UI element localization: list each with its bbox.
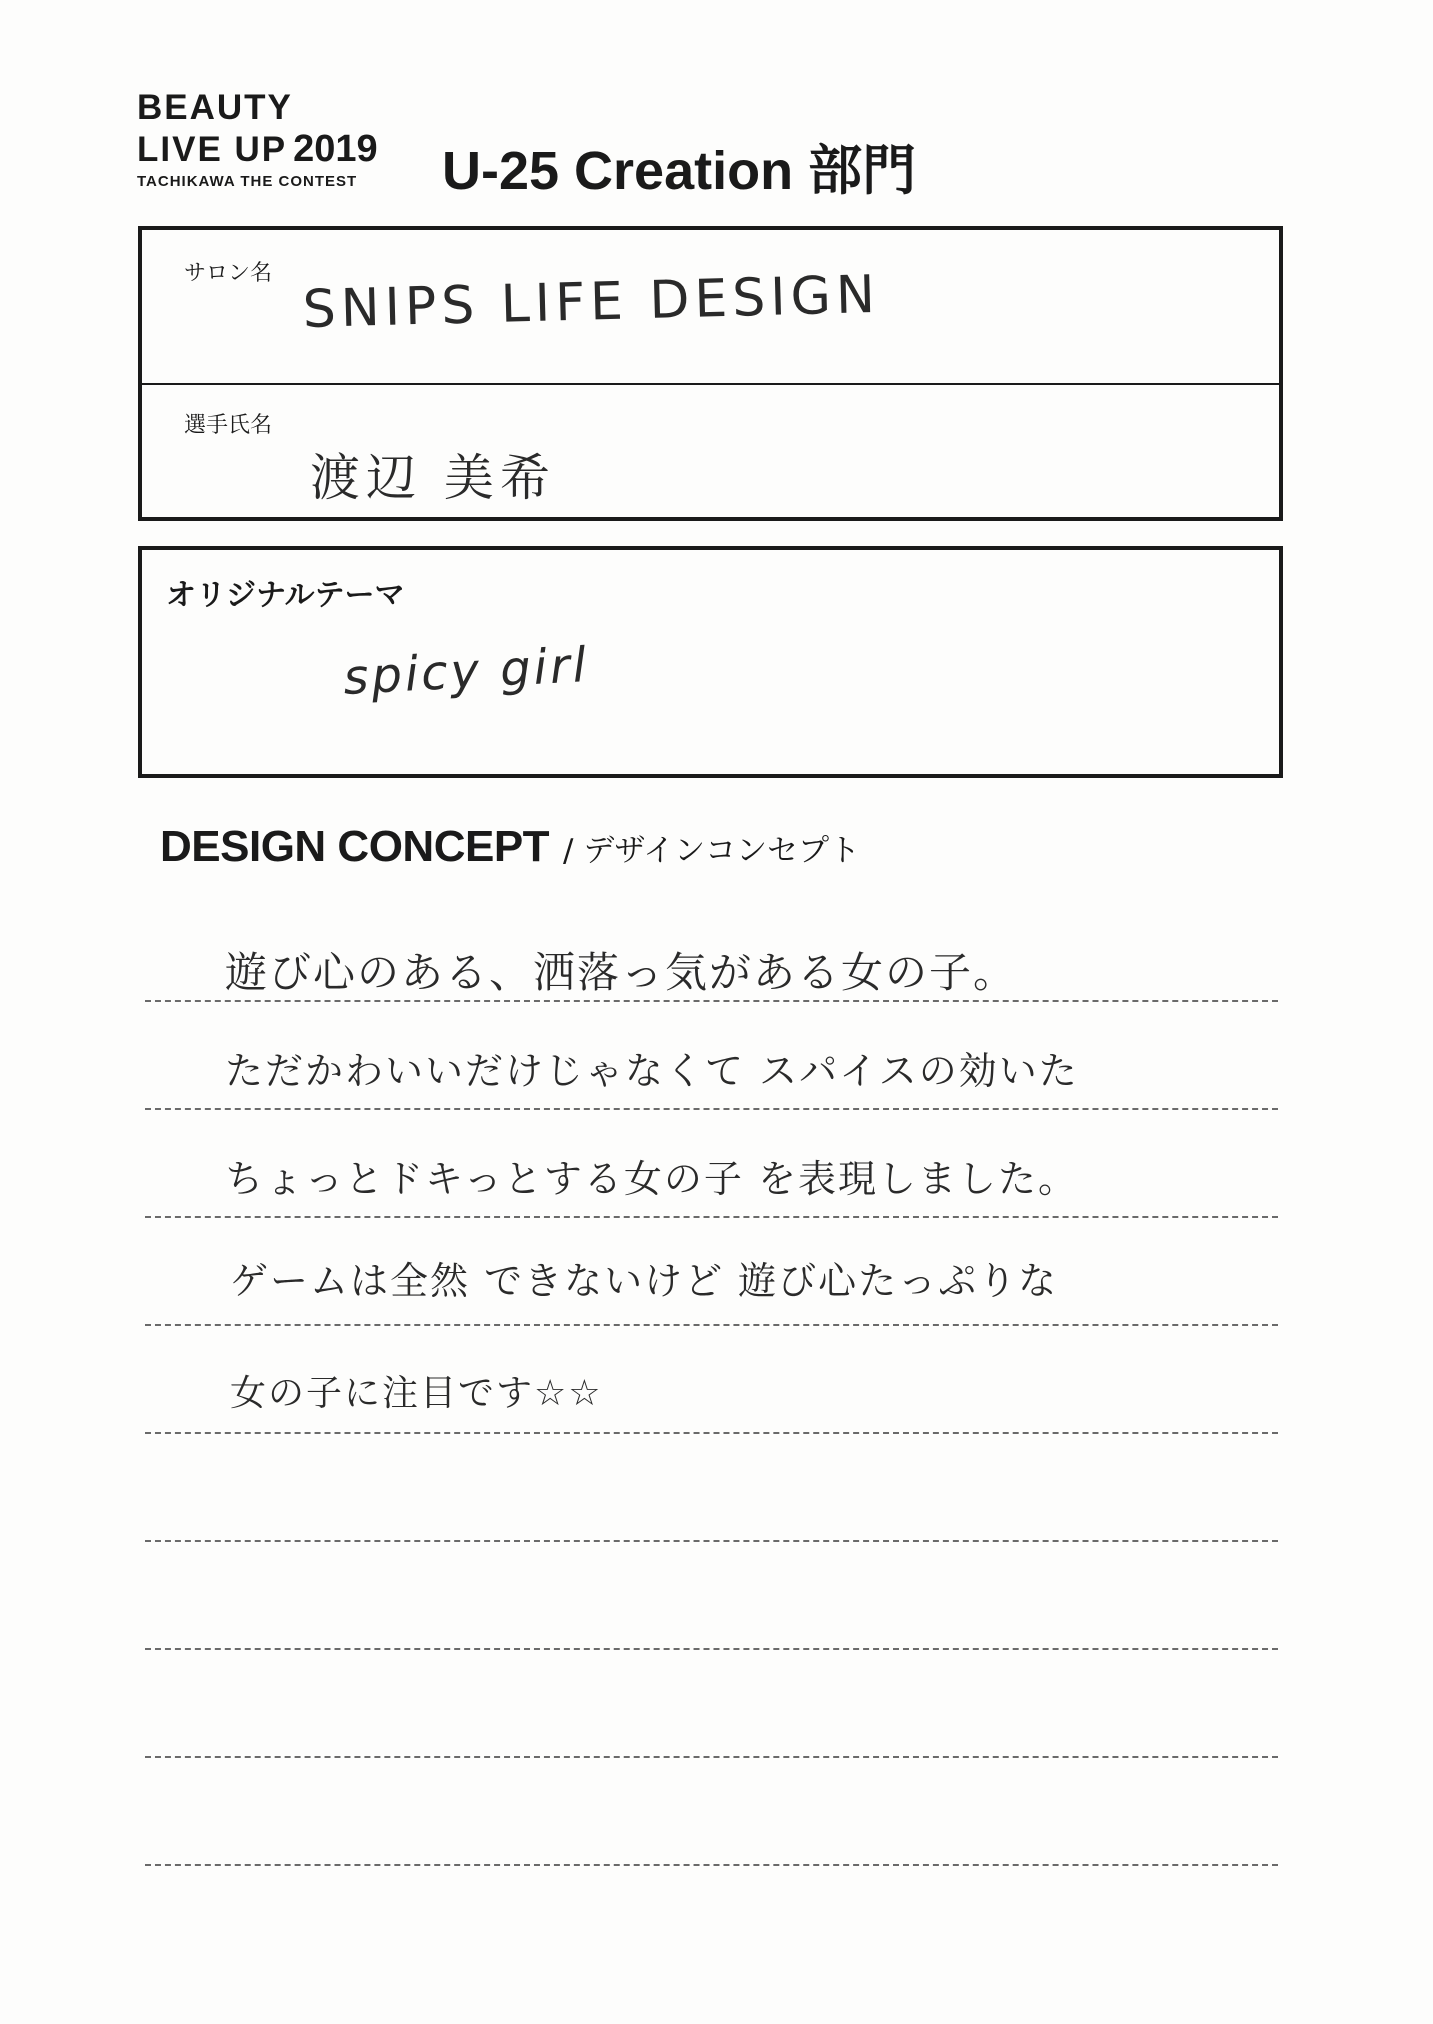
dashed-rule xyxy=(145,1648,1278,1650)
concept-line: 女の子に注目です☆☆ xyxy=(230,1373,603,1414)
logo-subtitle: TACHIKAWA THE CONTEST xyxy=(137,173,358,190)
player-name-handwritten: 渡辺 美希 xyxy=(310,449,556,507)
concept-line: ゲームは全然 できないけど 遊び心たっぷりな xyxy=(230,1259,1059,1303)
logo-live-up xyxy=(137,130,378,169)
dashed-rule xyxy=(145,1000,1278,1002)
contest-logo xyxy=(137,90,378,190)
salon-name-handwritten: SNIPS LIFE DESIGN xyxy=(302,264,881,340)
dashed-rule xyxy=(145,1864,1278,1866)
design-concept-heading xyxy=(160,822,860,872)
logo-live-up-text: LIVE UP xyxy=(137,130,288,169)
logo-beauty: BEAUTY xyxy=(137,88,293,127)
concept-line: ただかわいいだけじゃなくて スパイスの効いた xyxy=(225,1049,1079,1093)
division-title: U-25 Creation 部門 xyxy=(442,141,917,201)
theme-label: オリジナルテーマ xyxy=(166,578,405,613)
dashed-rule xyxy=(145,1216,1278,1218)
salon-label: サロン名 xyxy=(184,261,273,286)
concept-line: 遊び心のある、洒落っ気がある女の子。 xyxy=(225,948,1018,997)
dashed-rule xyxy=(145,1432,1278,1434)
dashed-rule xyxy=(145,1108,1278,1110)
box-divider xyxy=(142,383,1279,385)
dashed-rule xyxy=(145,1756,1278,1758)
dashed-rule xyxy=(145,1324,1278,1326)
dashed-rule xyxy=(145,1540,1278,1542)
salon-player-box xyxy=(138,226,1283,521)
theme-box xyxy=(138,546,1283,778)
theme-handwritten: spicy girl xyxy=(342,637,591,706)
design-concept-title: DESIGN CONCEPT xyxy=(160,822,550,871)
logo-year: 2019 xyxy=(293,128,378,170)
design-concept-subtitle: / デザインコンセプト xyxy=(563,833,861,869)
concept-line: ちょっとドキっとする女の子 を表現しました。 xyxy=(225,1157,1078,1201)
player-label: 選手氏名 xyxy=(184,413,273,438)
